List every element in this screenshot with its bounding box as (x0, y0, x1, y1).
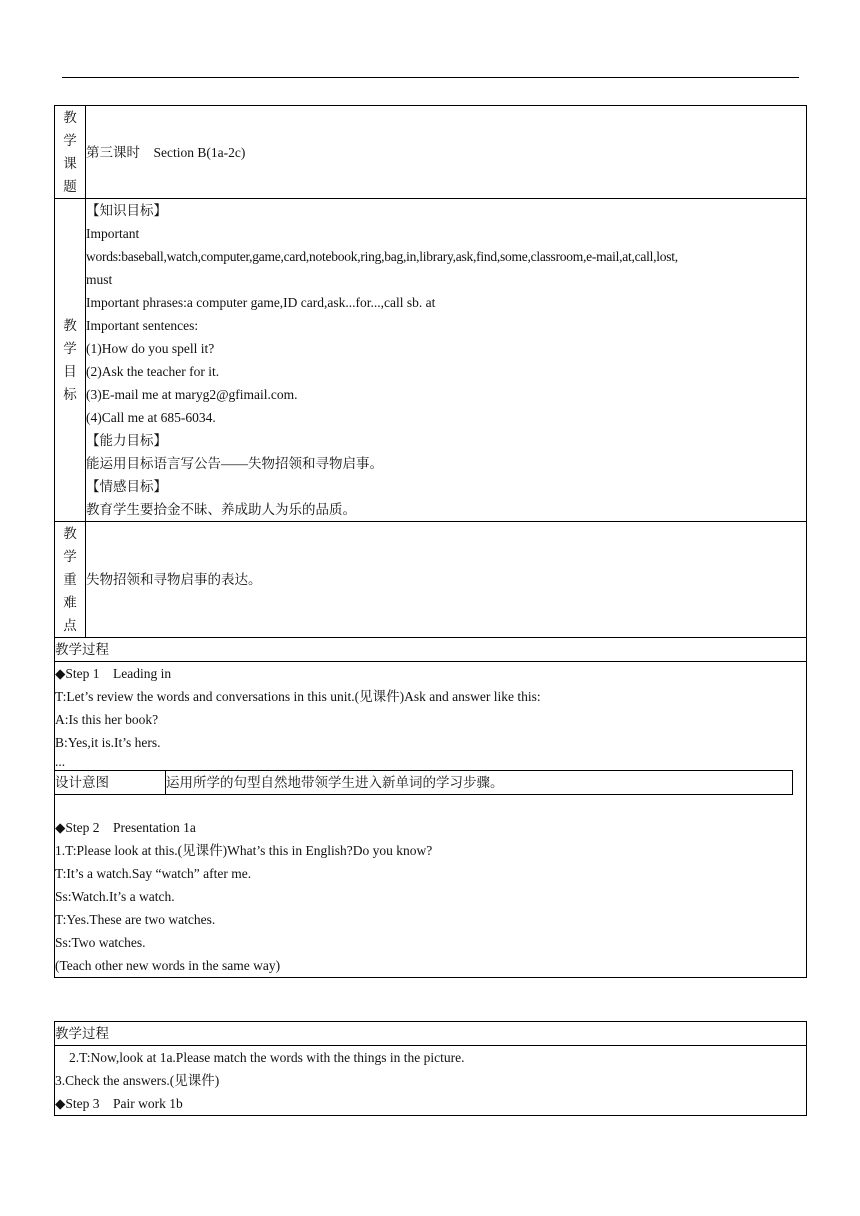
process-line: 3.Check the answers.(见课件) (55, 1073, 220, 1088)
process-line: T:It’s a watch.Say “watch” after me. (55, 866, 252, 881)
goal-line: words:baseball,watch,computer,game,card,notebook,ring,bag,in,library,ask,find,some,classroom,e-mail,at,call,lost, (86, 249, 678, 264)
lesson-topic-label: 教 学 课 题 (55, 106, 86, 199)
lesson-plan-table (54, 105, 807, 978)
goal-line: Important sentences: (86, 318, 199, 333)
goal-line: (1)How do you spell it? (86, 341, 215, 356)
header-rule (62, 77, 799, 78)
goal-line: 【能力目标】 (86, 433, 167, 448)
teaching-process-heading: 教学过程 (55, 638, 807, 662)
process-line: ... (55, 754, 66, 769)
process-line: Ss:Watch.It’s a watch. (55, 889, 175, 904)
key-points-label: 教 学 重 难 点 (55, 522, 86, 638)
goal-line: must (86, 272, 113, 287)
teaching-goals-label: 教 学 目 标 (55, 199, 86, 522)
process-line: 2.T:Now,look at 1a.Please match the words with the things in the picture. (69, 1050, 465, 1065)
goal-line: 【知识目标】 (86, 203, 167, 218)
goal-line: 能运用目标语言写公告——失物招领和寻物启事。 (86, 456, 383, 471)
design-intent-label: 设计意图 (55, 771, 166, 795)
goal-line: Important (86, 226, 140, 241)
step-heading: ◆Step 3 Pair work 1b (55, 1096, 183, 1111)
process-line: A:Is this her book? (55, 712, 159, 727)
lesson-plan-table-continued (54, 1021, 807, 1116)
goal-line: (2)Ask the teacher for it. (86, 364, 220, 379)
process-line: T:Yes.These are two watches. (55, 912, 216, 927)
teaching-process-body (55, 662, 807, 978)
key-points: 失物招领和寻物启事的表达。 (86, 522, 807, 638)
design-intent-text: 运用所学的句型自然地带领学生进入新单词的学习步骤。 (166, 771, 793, 795)
goal-line: (4)Call me at 685-6034. (86, 410, 216, 425)
goal-line: 【情感目标】 (86, 479, 167, 494)
teaching-goals (86, 199, 807, 522)
step-heading: ◆Step 1 Leading in (55, 666, 172, 681)
teaching-process-body (55, 1046, 807, 1116)
lesson-topic: 第三课时 Section B(1a-2c) (86, 106, 807, 199)
process-line: T:Let’s review the words and conversations in this unit.(见课件)Ask and answer like this: (55, 689, 541, 704)
goal-line: (3)E-mail me at maryg2@gfimail.com. (86, 387, 298, 402)
teaching-process-heading: 教学过程 (55, 1022, 807, 1046)
process-line: 1.T:Please look at this.(见课件)What’s this in English?Do you know? (55, 843, 433, 858)
step-heading: ◆Step 2 Presentation 1a (55, 820, 196, 835)
goal-line: 教育学生要拾金不昧、养成助人为乐的品质。 (86, 502, 356, 517)
design-intent-box (54, 770, 793, 795)
process-line: (Teach other new words in the same way) (55, 958, 281, 973)
process-line: Ss:Two watches. (55, 935, 146, 950)
process-line: B:Yes,it is.It’s hers. (55, 735, 161, 750)
goal-line: Important phrases:a computer game,ID card,ask...for...,call sb. at (86, 295, 436, 310)
